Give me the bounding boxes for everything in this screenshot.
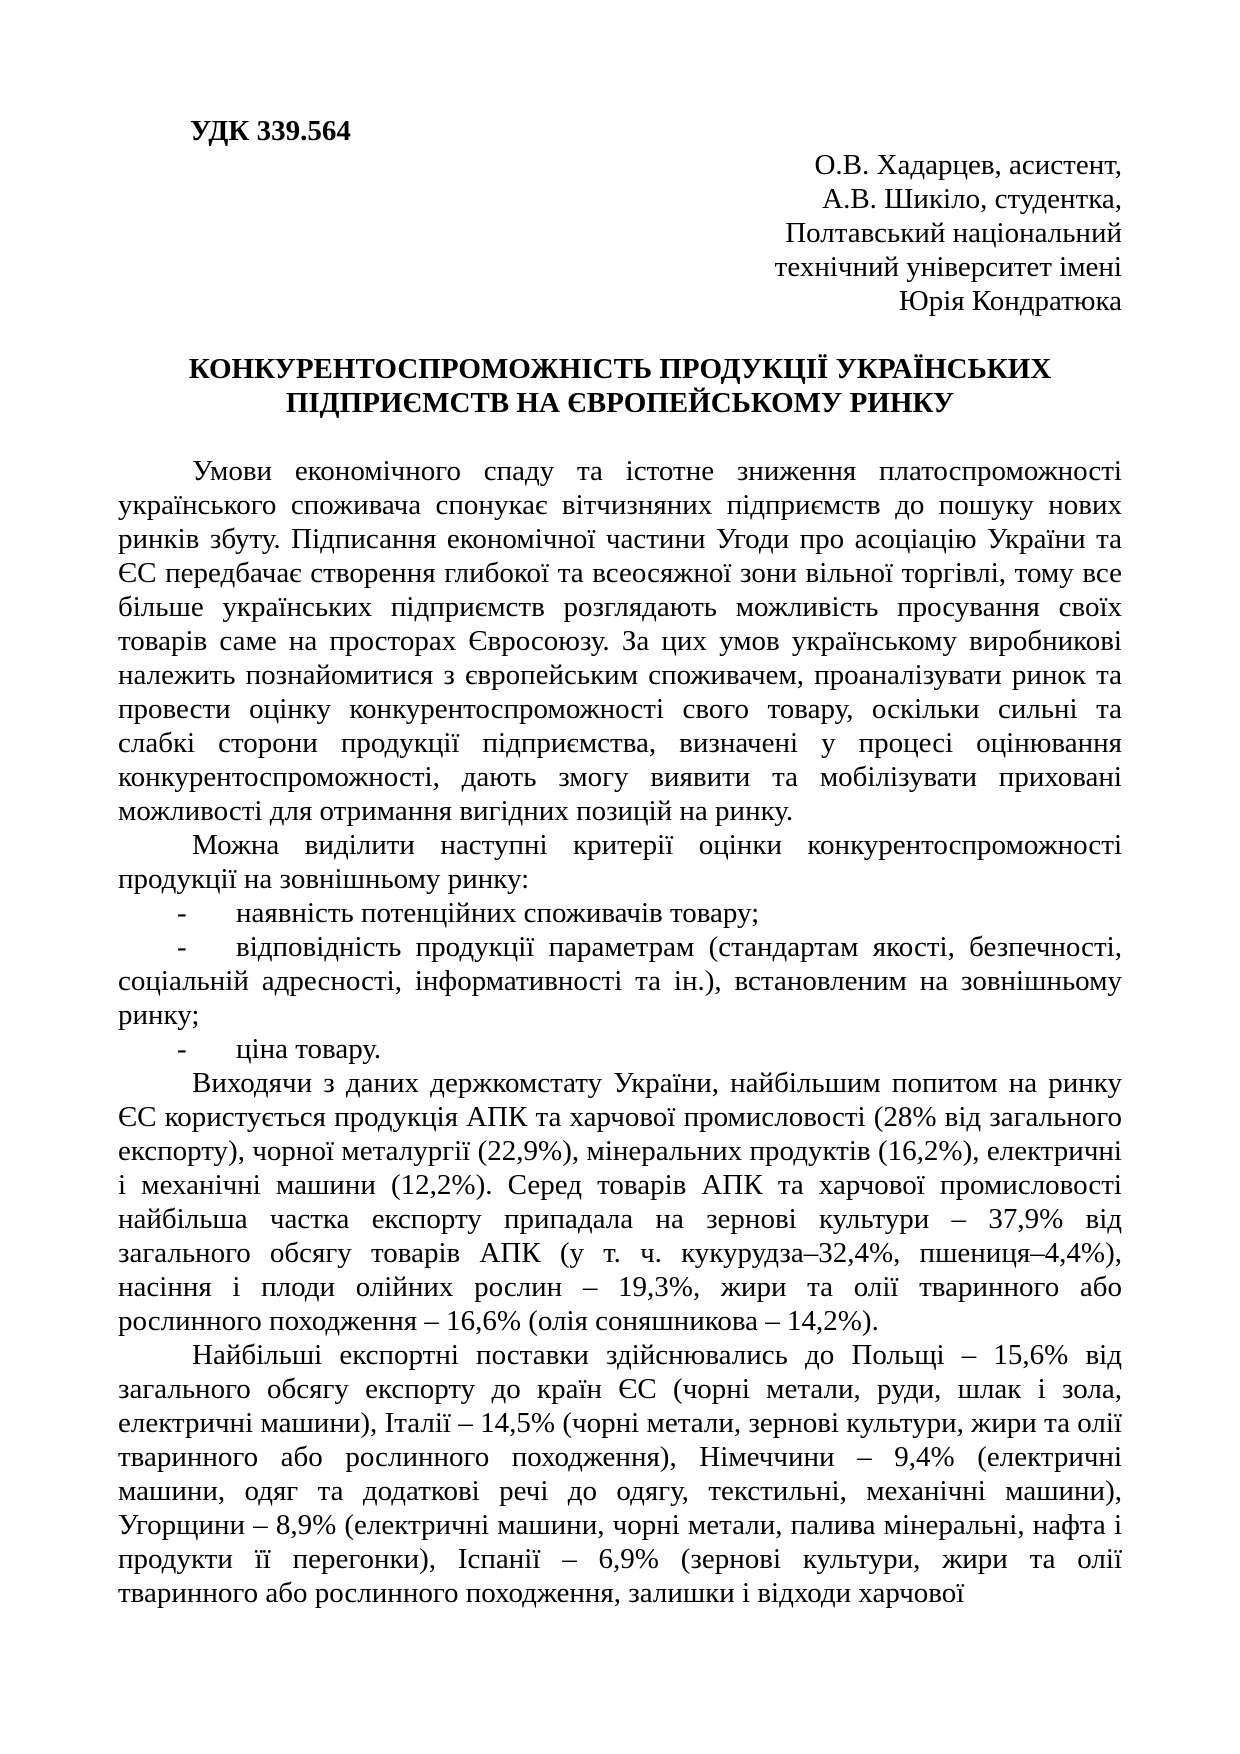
affiliation-line: Полтавський національний [785, 217, 1122, 249]
body-paragraph: Умови економічного спаду та істотне зниження платоспроможності українського споживача спонукає вітчизняних підприємств до пошуку нових ринків збуту. Підписання економічної частини Угоди про асоціацію України та ЄС передбачає створення глибокої та всеосяжної зони вільної торгівлі, тому все більше українських підприємств розглядають можливість просування своїх товарів саме на просторах Євросоюзу. За цих умов українському виробникові належить познайомитися з європейським споживачем, проаналізувати ринок та провести оцінку конкурентоспроможності свого товару, оскільки сильні та слабкі сторони продукції підприємства, визначені у процесі оцінювання конкурентоспроможності, дають змогу виявити та мобілізувати приховані можливості для отримання вигідних позицій на ринку. [118, 455, 1122, 827]
list-item [118, 1032, 1122, 1066]
list-item [118, 896, 1122, 930]
paper-title-line: КОНКУРЕНТОСПРОМОЖНІСТЬ ПРОДУКЦІЇ УКРАЇНСЬКИХ [188, 353, 1052, 385]
affiliation-line: технічний університет імені [774, 251, 1122, 283]
udc-code: УДК 339.564 [190, 115, 351, 147]
list-item-dash: - [177, 931, 187, 963]
blank-line [118, 318, 1122, 352]
affiliation-line: Юрія Кондратюка [898, 285, 1122, 317]
list-item-dash: - [177, 897, 187, 929]
paper-title-line: ПІДПРИЄМСТВ НА ЄВРОПЕЙСЬКОМУ РИНКУ [285, 387, 955, 419]
author-block [118, 148, 1122, 318]
blank-line [118, 420, 1122, 454]
body-paragraph: Найбільші експортні поставки здійснювались до Польщі – 15,6% від загального обсягу експорту до країн ЄС (чорні метали, руди, шлак і зола, електричні машини), Італії – 14,5% (чорні метали, зернові культури, жири та олії тваринного або рослинного походження), Німеччини – 9,4% (електричні машини, одяг та додаткові речі до одягу, текстильні, механічні машини), Угорщини – 8,9% (електричні машини, чорні метали, палива мінеральні, нафта і продукти її перегонки), Іспанії – 6,9% (зернові культури, жири та олії тваринного або рослинного походження, залишки і відходи харчової [118, 1339, 1122, 1609]
list-item-text: відповідність продукції параметрам (стандартам якості, безпечності, соціальній адресності, інформативності та ін.), встановленим на зовнішньому ринку; [118, 931, 1122, 1031]
list-item [118, 930, 1122, 1032]
author-line: О.В. Хадарцев, асистент, [814, 149, 1122, 181]
list-item-text: наявність потенційних споживачів товару; [236, 897, 760, 929]
paper-title [118, 352, 1122, 420]
list-item-dash: - [177, 1033, 187, 1065]
body-paragraph: Виходячи з даних держкомстату України, найбільшим попитом на ринку ЄС користується продукція АПК та харчової промисловості (28% від загального експорту), чорної металургії (22,9%), мінеральних продуктів (16,2%), електричні і механічні машини (12,2%). Серед товарів АПК та харчової промисловості найбільша частка експорту припадала на зернові культури – 37,9% від загального обсягу товарів АПК (у т. ч. кукурудза–32,4%, пшениця–4,4%), насіння і плоди олійних рослин – 19,3%, жири та олії тваринного або рослинного походження – 16,6% (олія соняшникова – 14,2%). [118, 1067, 1122, 1337]
body-paragraph: Можна виділити наступні критерії оцінки конкурентоспроможності продукції на зовнішньому ринку: [118, 829, 1122, 895]
author-line: А.В. Шикіло, студентка, [822, 183, 1122, 215]
list-item-text: ціна товару. [236, 1033, 382, 1065]
